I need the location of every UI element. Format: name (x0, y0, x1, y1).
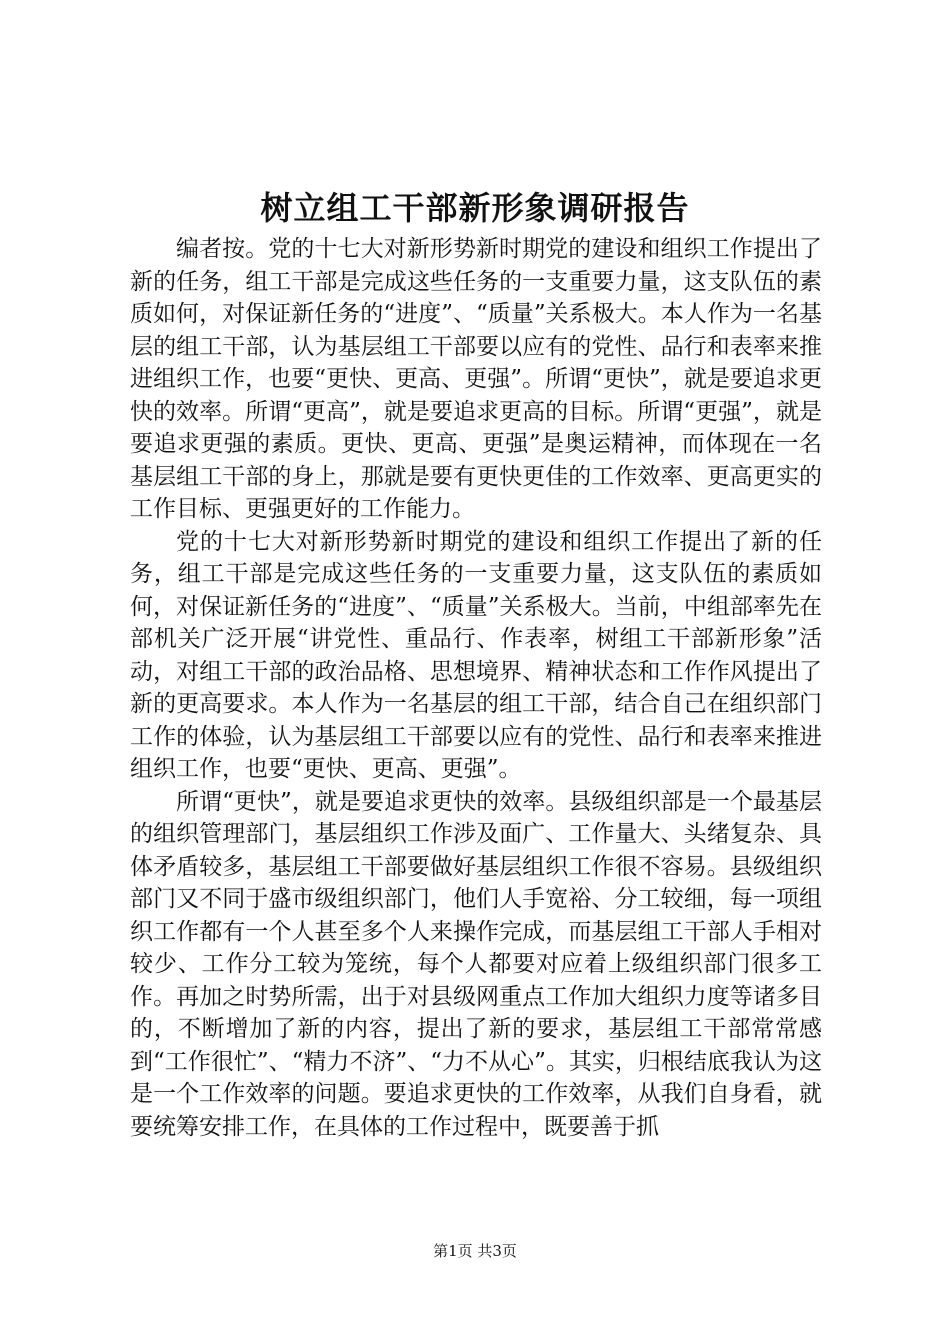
paragraph-background: 党的十七大对新形势新时期党的建设和组织工作提出了新的任务，组工干部是完成这些任务的一支重要力量，这支队伍的素质如何，对保证新任务的“进度”、“质量”关系极大。当前，中组部率先在部机关广泛开展“讲党性、重品行、作表率，树组工干部新形象”活动，对组工干部的政治品格、思想境界、精神状态和工作作风提出了新的更高要求。本人作为一名基层的组工干部，结合自己在组织部门工作的体验，认为基层组工干部要以应有的党性、品行和表率来推进组织工作，也要“更快、更高、更强”。 (130, 528, 822, 782)
page-number-footer: 第1页 共3页 (433, 1242, 517, 1260)
document-title: 树立组工干部新形象调研报告 (260, 189, 690, 227)
paragraph-faster: 所谓“更快”，就是要追求更快的效率。县级组织部是一个最基层的组织管理部门，基层组织工作涉及面广、工作量大、头绪复杂、具体矛盾较多，基层组工干部要做好基层组织工作很不容易。县级组织部门又不同于盛市级组织部门，他们人手宽裕、分工较细，每一项组织工作都有一个人甚至多个人来操作完成，而基层组工干部人手相对较少、工作分工较为笼统，每个人都要对应着上级组织部门很多工作。再加之时势所需，出于对县级网重点工作加大组织力度等诸多目的，不断增加了新的内容，提出了新的要求，基层组工干部常常感到“工作很忙”、“精力不济”、“力不从心”。其实，归根结底我认为这是一个工作效率的问题。要追求更快的工作效率，从我们自身看，就要统筹安排工作，在具体的工作过程中，既要善于抓 (130, 788, 822, 1140)
paragraph-editor-note: 编者按。党的十七大对新形势新时期党的建设和组织工作提出了新的任务，组工干部是完成这些任务的一支重要力量，这支队伍的素质如何，对保证新任务的“进度”、“质量”关系极大。本人作为一名基层的组工干部，认为基层组工干部要以应有的党性、品行和表率来推进组织工作，也要“更快、更高、更强”。所谓“更快”，就是要追求更快的效率。所谓“更高”，就是要追求更高的目标。所谓“更强”，就是要追求更强的素质。更快、更高、更强”是奥运精神，而体现在一名基层组工干部的身上，那就是要有更快更佳的工作效率、更高更实的工作目标、更强更好的工作能力。 (130, 236, 822, 522)
document-body (130, 233, 822, 1143)
